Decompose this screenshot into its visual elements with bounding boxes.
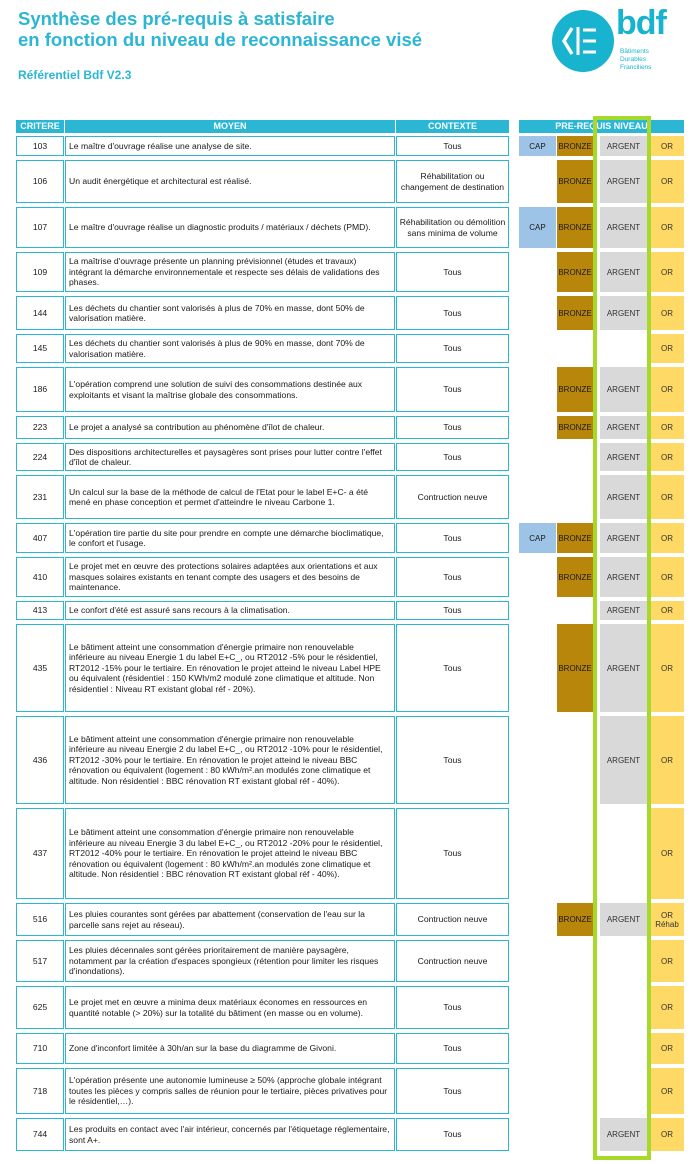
logo-tagline: Bâtiments Durables Franciliens bbox=[620, 48, 652, 71]
level-or-badge: OR bbox=[650, 160, 684, 203]
table-row bbox=[0, 624, 700, 716]
level-argent-badge: ARGENT bbox=[600, 252, 647, 292]
level-bronze-badge: BRONZE bbox=[557, 207, 593, 248]
critere-number: 224 bbox=[16, 443, 64, 471]
level-bronze-badge: BRONZE bbox=[557, 624, 593, 712]
level-argent-badge: ARGENT bbox=[600, 416, 647, 439]
critere-number: 407 bbox=[16, 523, 64, 553]
level-or-badge: OR bbox=[650, 367, 684, 412]
contexte-text: Tous bbox=[396, 443, 509, 471]
contexte-text: Contruction neuve bbox=[396, 903, 509, 936]
level-or-badge: OR bbox=[650, 716, 684, 804]
table-row bbox=[0, 207, 700, 252]
level-argent-badge: ARGENT bbox=[600, 475, 647, 519]
table-row bbox=[0, 1033, 700, 1068]
table-row bbox=[0, 475, 700, 523]
level-or-badge: OR bbox=[650, 207, 684, 248]
contexte-text: Tous bbox=[396, 1118, 509, 1151]
critere-number: 435 bbox=[16, 624, 64, 712]
col-header-critere: CRITERE bbox=[16, 120, 64, 133]
contexte-text: Tous bbox=[396, 334, 509, 363]
level-argent-badge: ARGENT bbox=[600, 557, 647, 597]
table-row bbox=[0, 1068, 700, 1118]
contexte-text: Tous bbox=[396, 136, 509, 156]
contexte-text: Tous bbox=[396, 624, 509, 712]
table-row bbox=[0, 940, 700, 986]
logo-wordmark: bdf bbox=[616, 4, 666, 42]
critere-number: 106 bbox=[16, 160, 64, 203]
table-row bbox=[0, 296, 700, 334]
level-argent-badge: ARGENT bbox=[600, 160, 647, 203]
level-bronze-badge: BRONZE bbox=[557, 367, 593, 412]
level-argent-badge: ARGENT bbox=[600, 601, 647, 620]
col-header-niveau: PRE-REQUIS NIVEAU bbox=[519, 120, 684, 133]
table-row bbox=[0, 136, 700, 160]
level-argent-badge: ARGENT bbox=[600, 136, 647, 156]
level-or-badge: OR bbox=[650, 808, 684, 899]
title-line-1: Synthèse des pré-requis à satisfaire bbox=[18, 8, 335, 29]
moyen-text: Un audit énergétique et architectural est réalisé. bbox=[65, 160, 395, 203]
critere-number: 710 bbox=[16, 1033, 64, 1064]
table-row bbox=[0, 416, 700, 443]
table-row bbox=[0, 1118, 700, 1155]
moyen-text: L'opération comprend une solution de suivi des consommations destinée aux exploitants et visant la maîtrise globale des consommations. bbox=[65, 367, 395, 412]
level-or-badge: OR bbox=[650, 557, 684, 597]
logo-emblem-icon bbox=[552, 10, 614, 72]
table-row bbox=[0, 443, 700, 475]
contexte-text: Tous bbox=[396, 557, 509, 597]
contexte-text: Tous bbox=[396, 523, 509, 553]
critere-number: 436 bbox=[16, 716, 64, 804]
critere-number: 437 bbox=[16, 808, 64, 899]
level-cap-badge: CAP bbox=[519, 523, 556, 553]
critere-number: 517 bbox=[16, 940, 64, 982]
contexte-text: Tous bbox=[396, 986, 509, 1029]
critere-number: 186 bbox=[16, 367, 64, 412]
table-row bbox=[0, 523, 700, 557]
moyen-text: Les pluies décennales sont gérées prioritairement de manière paysagère, notamment par la création d'espaces spongieux (rétention pour limiter les risques d'inondations). bbox=[65, 940, 395, 982]
moyen-text: Des dispositions architecturelles et paysagères sont prises pour lutter contre l'effet d'îlot de chaleur. bbox=[65, 443, 395, 471]
moyen-text: Le projet met en œuvre des protections solaires adaptées aux orientations et aux masques solaires existants en tenant compte des usagers et des besoins de maintenance. bbox=[65, 557, 395, 597]
moyen-text: Le projet met en œuvre a minima deux matériaux économes en ressources en quantité notable (> 20%) sur la totalité du bâtiment (en masse ou en volume). bbox=[65, 986, 395, 1029]
level-or-badge: OR bbox=[650, 252, 684, 292]
level-argent-badge: ARGENT bbox=[600, 903, 647, 936]
level-bronze-badge: BRONZE bbox=[557, 416, 593, 439]
table-row bbox=[0, 808, 700, 903]
col-header-moyen: MOYEN bbox=[65, 120, 395, 133]
level-argent-badge: ARGENT bbox=[600, 296, 647, 330]
table-row bbox=[0, 903, 700, 940]
contexte-text: Tous bbox=[396, 1033, 509, 1064]
title-line-2: en fonction du niveau de reconnaissance visé bbox=[18, 29, 423, 50]
level-or-badge: OR bbox=[650, 986, 684, 1029]
contexte-text: Tous bbox=[396, 716, 509, 804]
moyen-text: La maîtrise d'ouvrage présente un planning prévisionnel (études et travaux) intégrant la démarche environnementale et respecte ses délais de validations des phases. bbox=[65, 252, 395, 292]
level-argent-badge: ARGENT bbox=[600, 443, 647, 471]
level-or-badge: OR bbox=[650, 1118, 684, 1151]
table-row bbox=[0, 367, 700, 416]
critere-number: 103 bbox=[16, 136, 64, 156]
level-argent-badge: ARGENT bbox=[600, 367, 647, 412]
level-or-badge: OR bbox=[650, 136, 684, 156]
moyen-text: Le bâtiment atteint une consommation d'énergie primaire non renouvelable inférieure au niveau Energie 2 du label E+C_, ou RT2012 -10% pour le résidentiel, RT2012 -30% pour le tertiaire. En rénovation le projet atteind le niveau BBC rénovation ou équivalent (logement : 80 kWh/m².an modulés zone climatique et altitude. Non résidentiel : BBC rénovation RT existant global réf - 40%). bbox=[65, 716, 395, 804]
level-argent-badge: ARGENT bbox=[600, 523, 647, 553]
critere-number: 107 bbox=[16, 207, 64, 248]
contexte-text: Tous bbox=[396, 416, 509, 439]
table-row bbox=[0, 160, 700, 207]
moyen-text: Les déchets du chantier sont valorisés à plus de 70% en masse, dont 50% de valorisation matière. bbox=[65, 296, 395, 330]
table-row bbox=[0, 557, 700, 601]
critere-number: 145 bbox=[16, 334, 64, 363]
level-bronze-badge: BRONZE bbox=[557, 252, 593, 292]
contexte-text: Réhabilitation ou démolition sans minima de volume bbox=[396, 207, 509, 248]
contexte-text: Tous bbox=[396, 1068, 509, 1114]
level-or-badge: OR bbox=[650, 475, 684, 519]
moyen-text: Les produits en contact avec l'air intérieur, concernés par l'étiquetage réglementaire, sont A+. bbox=[65, 1118, 395, 1151]
table-row bbox=[0, 716, 700, 808]
contexte-text: Tous bbox=[396, 601, 509, 620]
contexte-text: Réhabilitation ou changement de destination bbox=[396, 160, 509, 203]
level-bronze-badge: BRONZE bbox=[557, 136, 593, 156]
level-bronze-badge: BRONZE bbox=[557, 160, 593, 203]
level-bronze-badge: BRONZE bbox=[557, 903, 593, 936]
level-or-badge: OR bbox=[650, 523, 684, 553]
moyen-text: Le bâtiment atteint une consommation d'énergie primaire non renouvelable inférieure au niveau Energie 3 du label E+C_, ou RT2012 -20% pour le résidentiel, RT2012 -40% pour le tertiaire. En rénovation le projet atteind le niveau BBC rénovation ou équivalent (logement : 80 kWh/m².an modulés zone climatique et altitude. Non résidentiel : BBC rénovation RT existant global réf - 40%). bbox=[65, 808, 395, 899]
table-row bbox=[0, 334, 700, 367]
level-argent-badge: ARGENT bbox=[600, 1118, 647, 1151]
critere-number: 223 bbox=[16, 416, 64, 439]
moyen-text: Les pluies courantes sont gérées par abattement (conservation de l'eau sur la parcelle sans rejet au réseau). bbox=[65, 903, 395, 936]
level-or-badge: OR bbox=[650, 601, 684, 620]
level-argent-badge: ARGENT bbox=[600, 207, 647, 248]
critere-number: 413 bbox=[16, 601, 64, 620]
bdf-logo bbox=[552, 4, 692, 78]
level-or-badge: OR bbox=[650, 940, 684, 982]
contexte-text: Contruction neuve bbox=[396, 940, 509, 982]
table-row bbox=[0, 252, 700, 296]
level-or-badge: OR bbox=[650, 1033, 684, 1064]
level-or-badge: OR bbox=[650, 416, 684, 439]
level-or-badge: OR Réhab bbox=[650, 903, 684, 936]
moyen-text: Le projet a analysé sa contribution au phénomène d'îlot de chaleur. bbox=[65, 416, 395, 439]
level-or-badge: OR bbox=[650, 334, 684, 363]
moyen-text: Le maître d'ouvrage réalise un diagnostic produits / matériaux / déchets (PMD). bbox=[65, 207, 395, 248]
level-argent-badge: ARGENT bbox=[600, 624, 647, 712]
col-header-contexte: CONTEXTE bbox=[396, 120, 509, 133]
level-or-badge: OR bbox=[650, 296, 684, 330]
contexte-text: Tous bbox=[396, 296, 509, 330]
moyen-text: Le maître d'ouvrage réalise une analyse de site. bbox=[65, 136, 395, 156]
moyen-text: Un calcul sur la base de la méthode de calcul de l'Etat pour le label E+C- a été mené en phase conception et permet d'atteindre le niveau Carbone 1. bbox=[65, 475, 395, 519]
level-bronze-badge: BRONZE bbox=[557, 557, 593, 597]
table-row bbox=[0, 601, 700, 624]
critere-number: 625 bbox=[16, 986, 64, 1029]
level-or-badge: OR bbox=[650, 1068, 684, 1114]
level-bronze-badge: BRONZE bbox=[557, 296, 593, 330]
contexte-text: Tous bbox=[396, 367, 509, 412]
moyen-text: Les déchets du chantier sont valorisés à plus de 90% en masse, dont 70% de valorisation matière. bbox=[65, 334, 395, 363]
level-cap-badge: CAP bbox=[519, 136, 556, 156]
moyen-text: L'opération tire partie du site pour prendre en compte une démarche bioclimatique, le confort et l'usage. bbox=[65, 523, 395, 553]
critere-number: 109 bbox=[16, 252, 64, 292]
contexte-text: Tous bbox=[396, 252, 509, 292]
critere-number: 744 bbox=[16, 1118, 64, 1151]
critere-number: 144 bbox=[16, 296, 64, 330]
moyen-text: Zone d'inconfort limitée à 30h/an sur la base du diagramme de Givoni. bbox=[65, 1033, 395, 1064]
moyen-text: Le confort d'été est assuré sans recours à la climatisation. bbox=[65, 601, 395, 620]
critere-number: 516 bbox=[16, 903, 64, 936]
table-row bbox=[0, 986, 700, 1033]
level-cap-badge: CAP bbox=[519, 207, 556, 248]
critere-number: 410 bbox=[16, 557, 64, 597]
moyen-text: L'opération présente une autonomie lumineuse ≥ 50% (approche globale intégrant toutes les pièces y compris salles de réunion pour le tertiaire, pièces privatives pour le résidentiel,…). bbox=[65, 1068, 395, 1114]
critere-number: 718 bbox=[16, 1068, 64, 1114]
critere-number: 231 bbox=[16, 475, 64, 519]
page-title bbox=[18, 8, 422, 50]
level-or-badge: OR bbox=[650, 624, 684, 712]
level-argent-badge: ARGENT bbox=[600, 716, 647, 804]
contexte-text: Tous bbox=[396, 808, 509, 899]
page-subtitle: Référentiel Bdf V2.3 bbox=[18, 68, 132, 82]
level-or-badge: OR bbox=[650, 443, 684, 471]
level-bronze-badge: BRONZE bbox=[557, 523, 593, 553]
moyen-text: Le bâtiment atteint une consommation d'énergie primaire non renouvelable inférieure au niveau Energie 1 du label E+C_, ou RT2012 -5% pour le résidentiel, RT2012 -15% pour le tertiaire. En rénovation le projet atteind le niveau Label HPE ou équivalent (résidentiel : 150 KWh/m2 modulé zone climatique et altitude. Non résidentiel : Niveau RT existant global réf - 20%). bbox=[65, 624, 395, 712]
contexte-text: Contruction neuve bbox=[396, 475, 509, 519]
